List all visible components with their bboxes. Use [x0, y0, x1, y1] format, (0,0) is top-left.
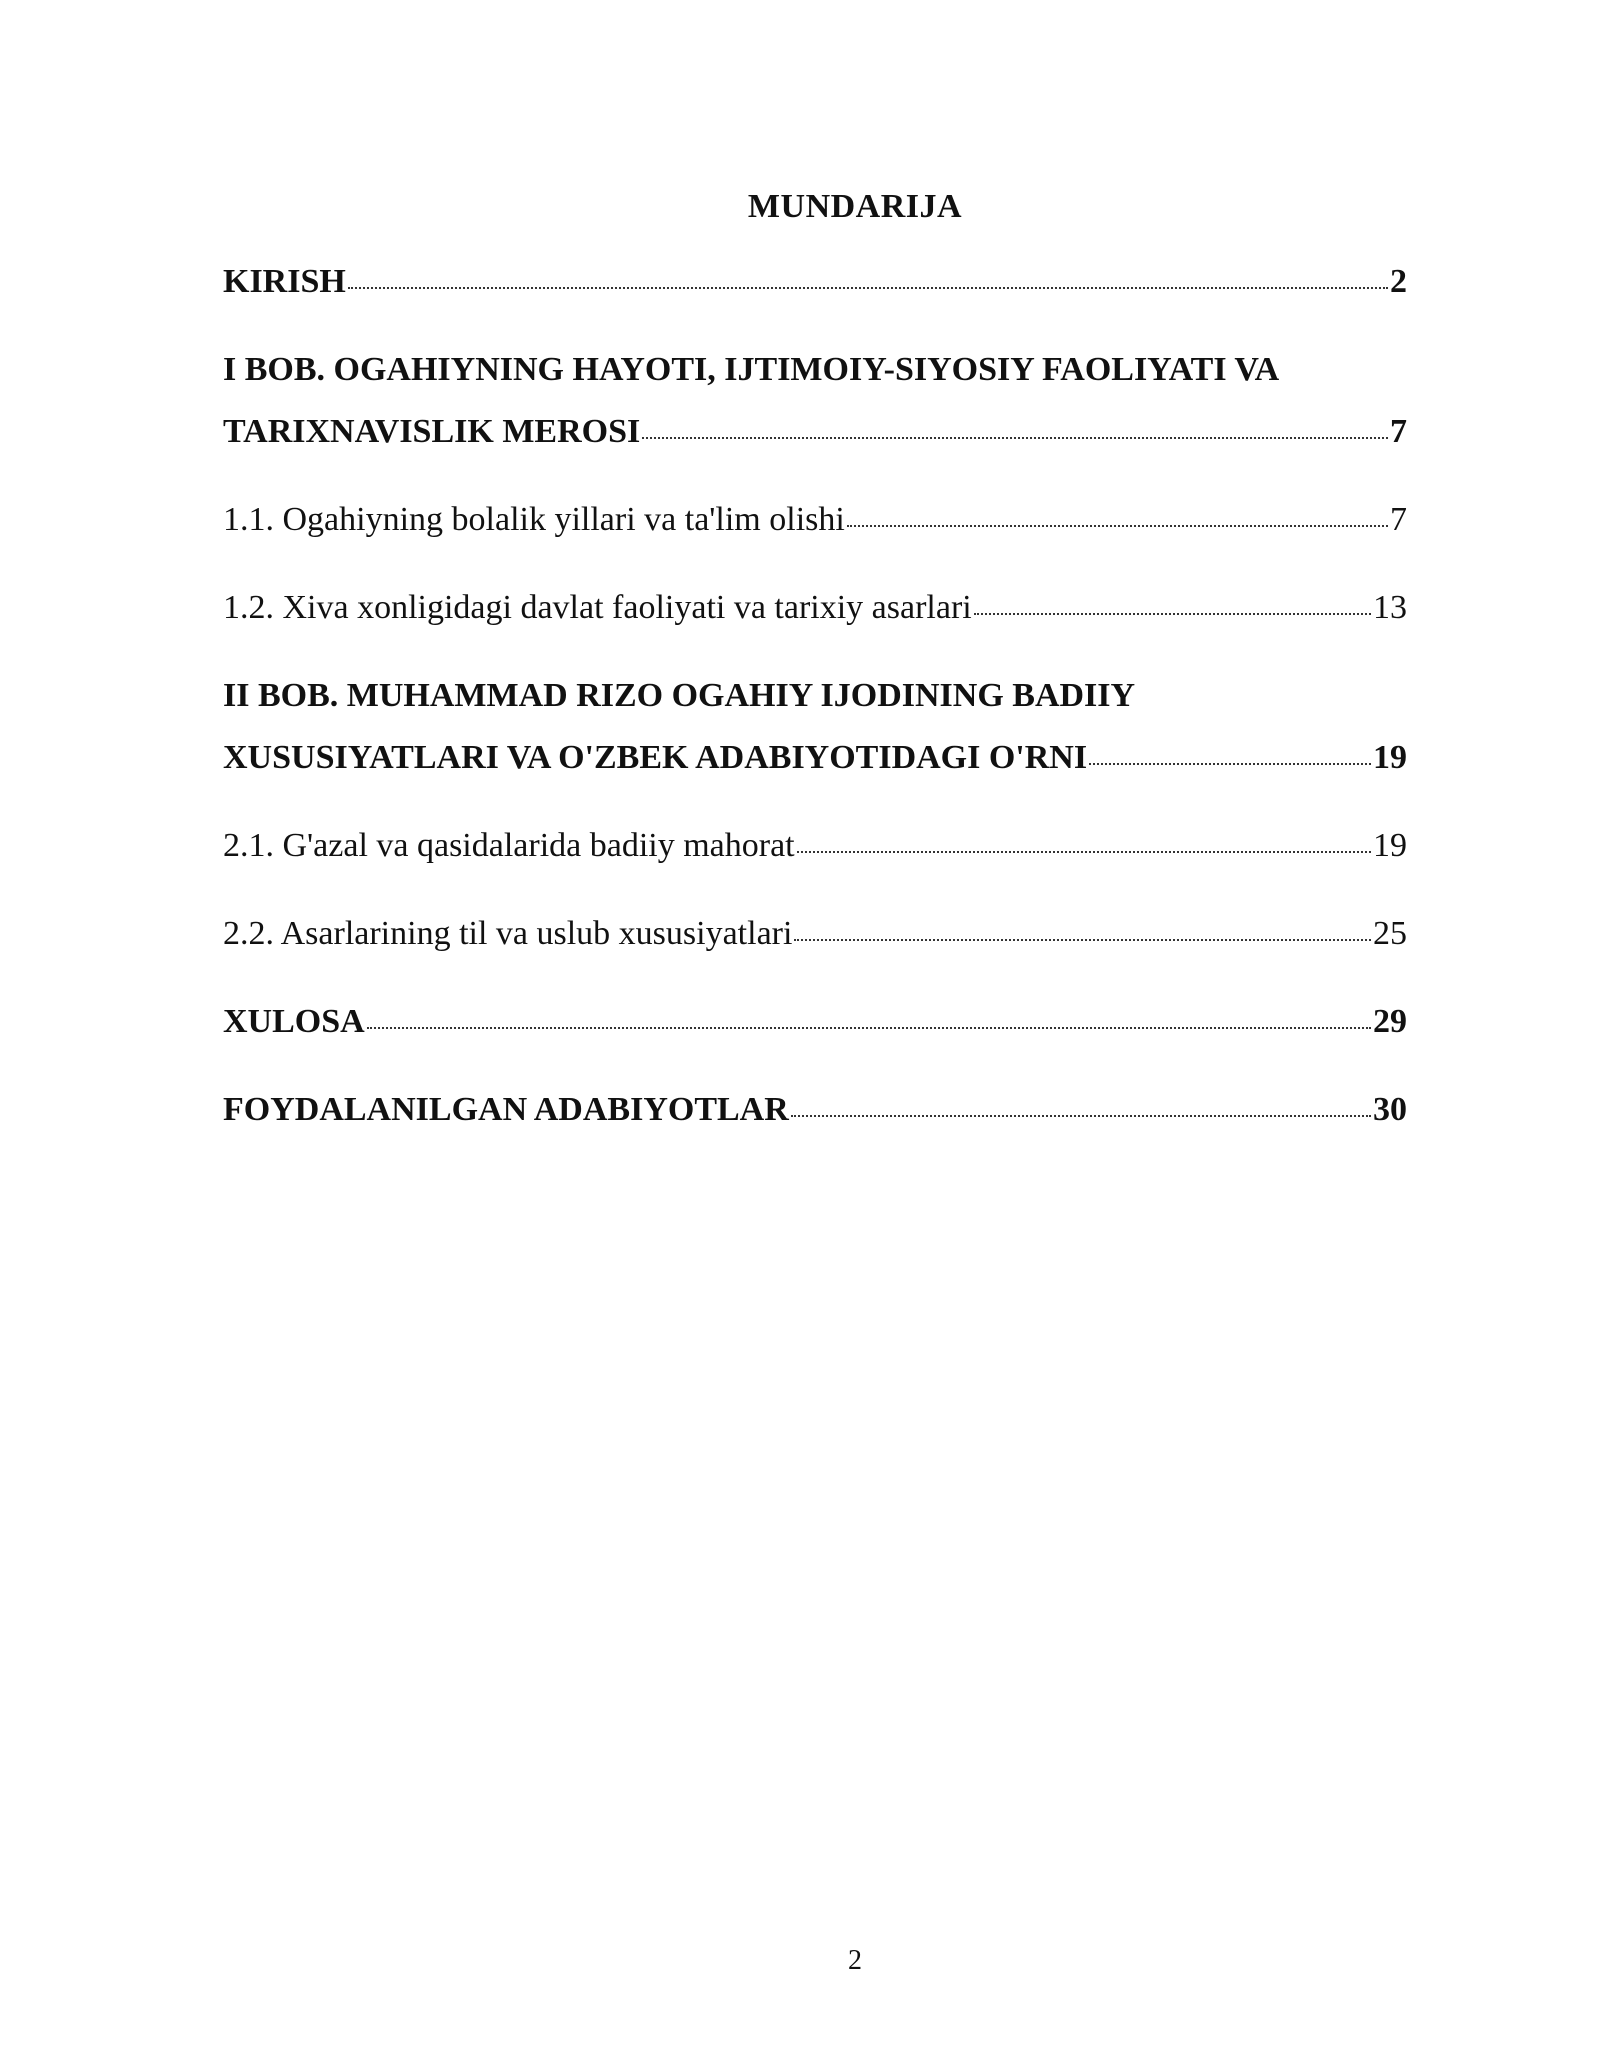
toc-entry-label: 1.1. Ogahiyning bolalik yillari va ta'lim olishi	[223, 501, 845, 538]
toc-entry-label: 2.1. G'azal va qasidalarida badiiy mahorat	[223, 827, 795, 864]
toc-entry-adabiyotlar[interactable]	[223, 1090, 1407, 1130]
toc-entry-label: 2.2. Asarlarining til va uslub xususiyatlari	[223, 915, 793, 952]
toc-entry-kirish[interactable]	[223, 262, 1407, 302]
toc-entry-page: 7	[1390, 413, 1407, 450]
dot-leader	[1089, 763, 1371, 765]
toc-entry-chapter-2[interactable]	[223, 738, 1407, 778]
toc-entry-label: TARIXNAVISLIK MEROSI	[223, 413, 641, 450]
dot-leader	[367, 1027, 1371, 1029]
toc-entry-page: 7	[1390, 501, 1407, 538]
dot-leader	[348, 287, 1388, 289]
dot-leader	[642, 437, 1388, 439]
dot-leader	[847, 525, 1388, 527]
toc-entry-label: FOYDALANILGAN ADABIYOTLAR	[223, 1091, 789, 1128]
toc-entry-page: 30	[1373, 1091, 1407, 1128]
toc-entry-section-1-2[interactable]	[223, 588, 1407, 628]
toc-entry-label: 1.2. Xiva xonligidagi davlat faoliyati va tarixiy asarlari	[223, 589, 972, 626]
toc-entry-page: 19	[1373, 739, 1407, 776]
dot-leader	[791, 1115, 1371, 1117]
toc-chapter-2-heading[interactable]: II BOB. MUHAMMAD RIZO OGAHIY IJODINING BADIIY	[223, 677, 1136, 714]
dot-leader	[797, 851, 1371, 853]
toc-entry-section-2-2[interactable]	[223, 914, 1407, 954]
dot-leader	[794, 939, 1371, 941]
toc-entry-section-2-1[interactable]	[223, 826, 1407, 866]
page-number: 2	[848, 1945, 862, 1976]
toc-entry-label: XULOSA	[223, 1003, 365, 1040]
toc-entry-chapter-1[interactable]	[223, 412, 1407, 452]
toc-entry-page: 29	[1373, 1003, 1407, 1040]
toc-entry-section-1-1[interactable]	[223, 500, 1407, 540]
dot-leader	[974, 613, 1371, 615]
toc-entry-xulosa[interactable]	[223, 1002, 1407, 1042]
toc-chapter-1-heading[interactable]: I BOB. OGAHIYNING HAYOTI, IJTIMOIY-SIYOSIY FAOLIYATI VA	[223, 351, 1280, 388]
toc-entry-page: 25	[1373, 915, 1407, 952]
toc-entry-page: 2	[1390, 263, 1407, 300]
toc-entry-label: KIRISH	[223, 263, 346, 300]
toc-entry-page: 13	[1373, 589, 1407, 626]
toc-entry-page: 19	[1373, 827, 1407, 864]
toc-title: MUNDARIJA	[747, 188, 963, 225]
toc-entry-label: XUSUSIYATLARI VA O'ZBEK ADABIYOTIDAGI O'RNI	[223, 739, 1088, 776]
